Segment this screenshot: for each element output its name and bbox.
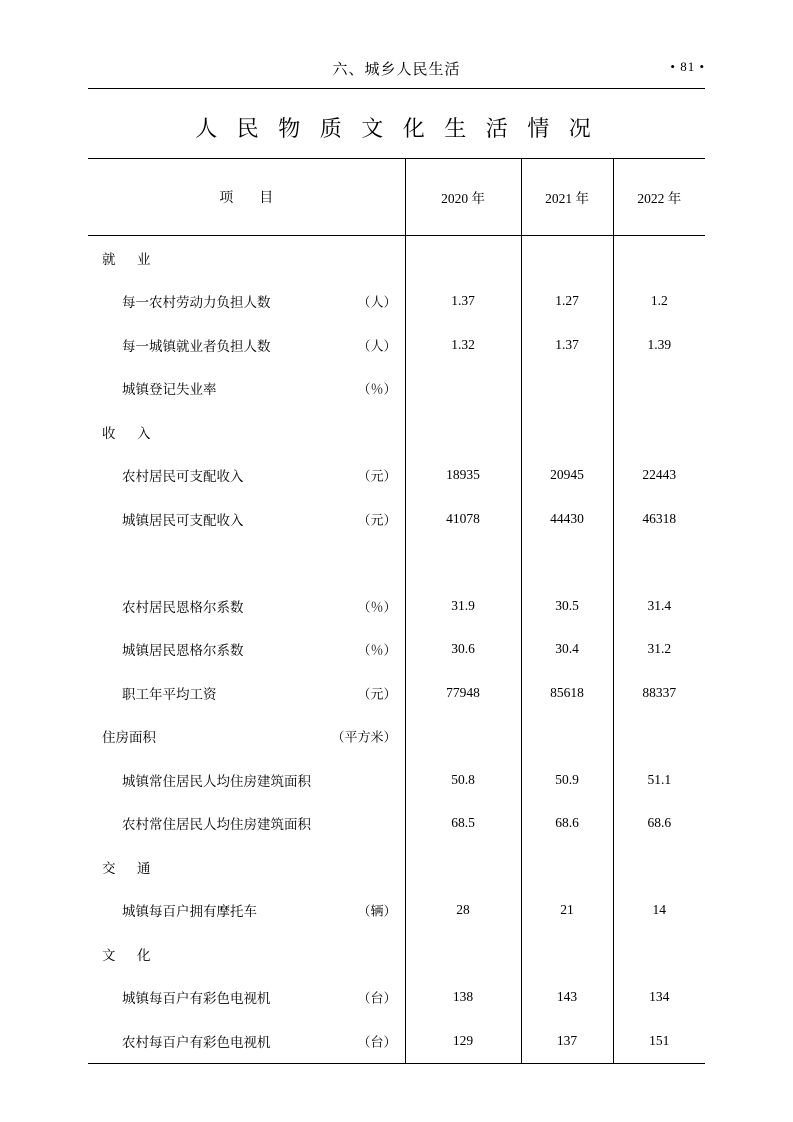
value-cell-2022: 31.2 [613, 628, 705, 672]
row-label-cell [88, 758, 405, 802]
row-label-cell [88, 1019, 405, 1063]
value-cell-2020 [405, 236, 521, 280]
value-cell-2020: 41078 [405, 497, 521, 541]
table-row [88, 236, 705, 280]
column-header-item-left: 项 [219, 191, 234, 206]
row-label: 城镇居民恩格尔系数 [122, 643, 244, 659]
value-cell-2022 [613, 715, 705, 759]
row-label: 城镇登记失业率 [122, 382, 217, 398]
row-label-cell [88, 367, 405, 411]
value-cell-2021: 85618 [521, 671, 613, 715]
column-header-year-2021: 2021 年 [521, 159, 613, 236]
value-cell-2021 [521, 367, 613, 411]
value-cell-2022 [613, 410, 705, 454]
row-label-cell [88, 628, 405, 672]
column-header-item-right: 目 [259, 191, 274, 206]
row-label-cell [88, 889, 405, 933]
value-cell-2020: 77948 [405, 671, 521, 715]
row-label-cell [88, 932, 405, 976]
row-label: 住房面积 [102, 730, 156, 746]
value-cell-2020: 30.6 [405, 628, 521, 672]
row-label-cell [88, 541, 405, 585]
row-label: 农村居民恩格尔系数 [122, 599, 244, 615]
row-unit: （人） [357, 338, 397, 354]
table-row [88, 497, 705, 541]
value-cell-2020: 68.5 [405, 802, 521, 846]
value-cell-2020 [405, 541, 521, 585]
row-unit: （台） [357, 1034, 397, 1050]
row-label: 交 通 [102, 860, 155, 876]
table-row [88, 323, 705, 367]
table-row [88, 628, 705, 672]
value-cell-2021: 44430 [521, 497, 613, 541]
value-cell-2021 [521, 236, 613, 280]
value-cell-2020: 138 [405, 976, 521, 1020]
page-number: • 81 • [670, 59, 705, 74]
statistics-table-wrapper [88, 158, 705, 1064]
value-cell-2021: 30.5 [521, 584, 613, 628]
row-unit: （％） [357, 642, 397, 658]
value-cell-2022: 1.2 [613, 280, 705, 324]
row-label: 每一农村劳动力负担人数 [122, 295, 271, 311]
value-cell-2022: 51.1 [613, 758, 705, 802]
value-cell-2021 [521, 715, 613, 759]
value-cell-2020: 1.32 [405, 323, 521, 367]
table-row [88, 932, 705, 976]
value-cell-2022: 31.4 [613, 584, 705, 628]
value-cell-2020: 50.8 [405, 758, 521, 802]
value-cell-2022: 1.39 [613, 323, 705, 367]
value-cell-2021: 20945 [521, 454, 613, 498]
table-row [88, 410, 705, 454]
value-cell-2022: 22443 [613, 454, 705, 498]
row-label-cell [88, 497, 405, 541]
value-cell-2020: 18935 [405, 454, 521, 498]
value-cell-2022: 151 [613, 1019, 705, 1063]
table-row [88, 802, 705, 846]
row-unit: （元） [357, 468, 397, 484]
value-cell-2022 [613, 845, 705, 889]
row-label-cell [88, 584, 405, 628]
row-label-cell [88, 802, 405, 846]
value-cell-2022: 88337 [613, 671, 705, 715]
column-header-item [88, 159, 405, 236]
value-cell-2022 [613, 541, 705, 585]
row-unit: （台） [357, 990, 397, 1006]
row-unit: （辆） [357, 903, 397, 919]
row-label: 城镇居民可支配收入 [122, 512, 244, 528]
row-unit: （人） [357, 294, 397, 310]
table-row [88, 976, 705, 1020]
row-label: 职工年平均工资 [122, 686, 217, 702]
value-cell-2020: 129 [405, 1019, 521, 1063]
value-cell-2020 [405, 367, 521, 411]
table-row [88, 1019, 705, 1063]
table-row [88, 367, 705, 411]
table-row [88, 454, 705, 498]
value-cell-2021: 68.6 [521, 802, 613, 846]
row-label-cell [88, 323, 405, 367]
row-unit: （元） [357, 512, 397, 528]
row-label: 城镇每百户拥有摩托车 [122, 904, 257, 920]
value-cell-2021: 137 [521, 1019, 613, 1063]
row-unit: （％） [357, 381, 397, 397]
row-label-cell [88, 454, 405, 498]
row-unit: （平方米） [331, 729, 397, 745]
table-row [88, 541, 705, 585]
value-cell-2021: 21 [521, 889, 613, 933]
row-label: 城镇每百户有彩色电视机 [122, 991, 271, 1007]
row-label: 城镇常住居民人均住房建筑面积 [122, 773, 311, 789]
value-cell-2021: 1.37 [521, 323, 613, 367]
value-cell-2021 [521, 541, 613, 585]
row-label-cell [88, 715, 405, 759]
header-divider [88, 88, 705, 89]
table-body [88, 236, 705, 1064]
value-cell-2022 [613, 236, 705, 280]
value-cell-2021: 143 [521, 976, 613, 1020]
table-row [88, 758, 705, 802]
row-unit: （元） [357, 686, 397, 702]
value-cell-2020: 31.9 [405, 584, 521, 628]
table-row [88, 671, 705, 715]
page-title: 人 民 物 质 文 化 生 活 情 况 [195, 116, 598, 141]
row-label: 每一城镇就业者负担人数 [122, 338, 271, 354]
row-unit: （％） [357, 599, 397, 615]
running-header [88, 58, 705, 88]
value-cell-2021: 1.27 [521, 280, 613, 324]
value-cell-2020 [405, 932, 521, 976]
row-label: 农村每百户有彩色电视机 [122, 1034, 271, 1050]
table-head [88, 159, 705, 236]
value-cell-2020 [405, 715, 521, 759]
table-header-row [88, 159, 705, 236]
value-cell-2022: 46318 [613, 497, 705, 541]
row-label-cell [88, 410, 405, 454]
row-label: 就 业 [102, 251, 155, 267]
value-cell-2022: 134 [613, 976, 705, 1020]
statistics-table [88, 158, 705, 1064]
running-header-chapter: 六、城乡人民生活 [332, 62, 461, 78]
row-label: 农村居民可支配收入 [122, 469, 244, 485]
value-cell-2021 [521, 845, 613, 889]
value-cell-2020: 1.37 [405, 280, 521, 324]
value-cell-2020 [405, 845, 521, 889]
value-cell-2020: 28 [405, 889, 521, 933]
row-label-cell [88, 671, 405, 715]
row-label: 农村常住居民人均住房建筑面积 [122, 817, 311, 833]
table-row [88, 845, 705, 889]
value-cell-2021: 30.4 [521, 628, 613, 672]
table-row [88, 889, 705, 933]
column-header-year-2020: 2020 年 [405, 159, 521, 236]
value-cell-2022 [613, 367, 705, 411]
row-label-cell [88, 845, 405, 889]
value-cell-2021 [521, 410, 613, 454]
row-label: 文 化 [102, 947, 155, 963]
table-row [88, 280, 705, 324]
value-cell-2022: 14 [613, 889, 705, 933]
row-label: 收 入 [102, 425, 155, 441]
value-cell-2021 [521, 932, 613, 976]
value-cell-2020 [405, 410, 521, 454]
value-cell-2022 [613, 932, 705, 976]
table-row [88, 715, 705, 759]
column-header-year-2022: 2022 年 [613, 159, 705, 236]
table-row [88, 584, 705, 628]
row-label-cell [88, 976, 405, 1020]
value-cell-2022: 68.6 [613, 802, 705, 846]
row-label-cell [88, 236, 405, 280]
row-label-cell [88, 280, 405, 324]
value-cell-2021: 50.9 [521, 758, 613, 802]
